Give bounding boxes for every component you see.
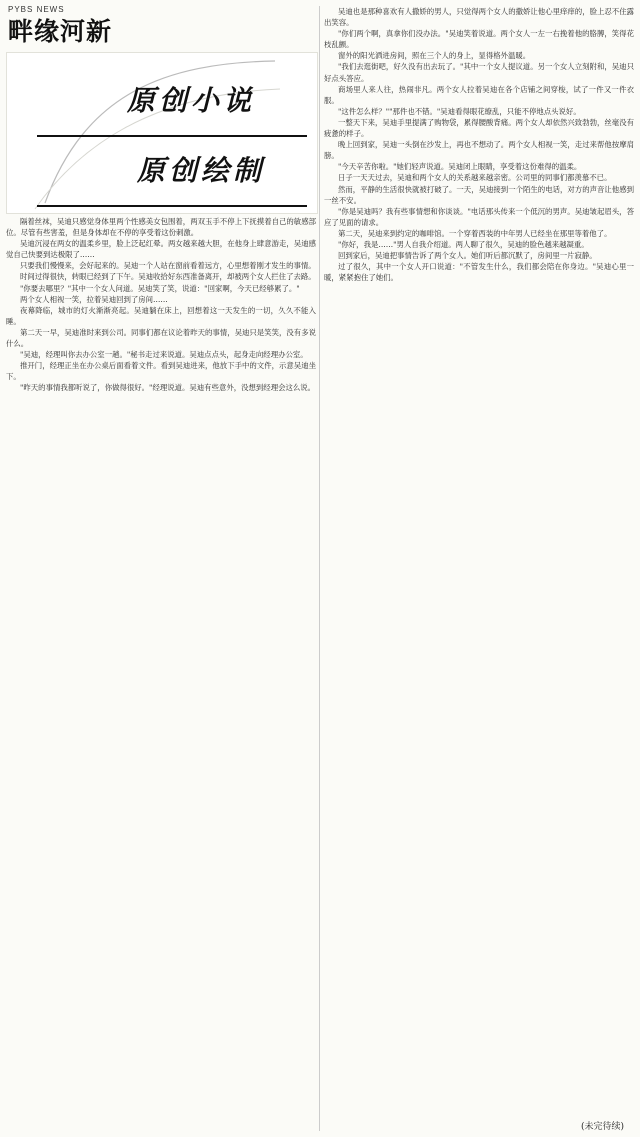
article-paragraph: 吴迪也是那种喜欢有人撒娇的男人，只觉得两个女人的撒娇让他心里痒痒的，脸上忍不住露出笑容。 bbox=[324, 7, 634, 28]
article-paragraph: 商场里人来人往，热闹非凡。两个女人拉着吴迪在各个店铺之间穿梭，试了一件又一件衣服。 bbox=[324, 84, 634, 105]
masthead bbox=[8, 6, 156, 58]
article-paragraph: 回到家后，吴迪把事情告诉了两个女人。她们听后都沉默了，房间里一片寂静。 bbox=[338, 251, 597, 261]
to-be-continued-note: (未完待续) bbox=[580, 1122, 624, 1132]
article-paragraph: 一整天下来，吴迪手里提满了购物袋，累得腰酸背痛。两个女人却依然兴致勃勃，丝毫没有疲惫的样子。 bbox=[324, 117, 634, 139]
article-paragraph: 日子一天天过去，吴迪和两个女人的关系越来越亲密。公司里的同事们都羡慕不已。 bbox=[338, 173, 612, 183]
title-banner bbox=[6, 52, 318, 214]
article-paragraph: "今天辛苦你啦。"她们轻声说道。吴迪闭上眼睛，享受着这份难得的温柔。 bbox=[338, 162, 582, 172]
article-paragraph: 两个女人相视一笑，拉着吴迪回到了房间…… bbox=[20, 294, 168, 304]
article-paragraph: 晚上回到家，吴迪一头倒在沙发上，再也不想动了。两个女人相视一笑，走过来帮他按摩肩膀。 bbox=[324, 140, 634, 161]
article-paragraph: 只要我们慢慢来，会好起来的。吴迪一个人站在窗前看着远方，心里想着刚才发生的事情。 bbox=[20, 261, 316, 271]
article-paragraph: 吴迪沉浸在两女的温柔乡里，脸上泛起红晕。两女越来越大胆，在他身上肆意游走，吴迪感觉自己快要到达极限了…… bbox=[6, 239, 316, 260]
article-paragraph: "你是吴迪吗？我有些事情想和你谈谈。"电话那头传来一个低沉的男声。吴迪皱起眉头，答应了见面的请求。 bbox=[324, 206, 634, 227]
article-column-right bbox=[324, 6, 634, 1118]
article-paragraph: 第二天，吴迪来到约定的咖啡馆。一个穿着西装的中年男人已经坐在那里等着他了。 bbox=[338, 228, 612, 238]
article-paragraph: 时间过得很快，转眼已经到了下午。吴迪收拾好东西准备离开，却被两个女人拦住了去路。 bbox=[20, 272, 316, 282]
masthead-top-row: PYBS NEWS bbox=[8, 5, 65, 14]
column-divider bbox=[319, 6, 320, 1131]
banner-rule bbox=[37, 205, 307, 207]
banner-title-original-novel: 原创小说 bbox=[127, 84, 256, 117]
newspaper-logo: 畔缘河新 bbox=[8, 17, 113, 46]
article-paragraph: "这件怎么样？""那件也不错。"吴迪看得眼花缭乱，只能不停地点头说好。 bbox=[338, 106, 581, 116]
article-paragraph: "你好，我是……"男人自我介绍道。两人聊了很久，吴迪的脸色越来越凝重。 bbox=[338, 239, 589, 249]
decorative-curve-icon bbox=[25, 53, 285, 213]
article-paragraph: "吴迪，经理叫你去办公室一趟。"秘书走过来说道。吴迪点点头，起身走向经理办公室。 bbox=[20, 350, 308, 360]
article-paragraph: "我们去逛街吧，好久没有出去玩了。"其中一个女人提议道。另一个女人立刻附和，吴迪只好点头答应。 bbox=[324, 62, 634, 83]
article-paragraph: 窗外的阳光洒进房间，照在三个人的身上，显得格外温暖。 bbox=[338, 51, 531, 61]
article-column-left bbox=[6, 216, 316, 1126]
banner-rule bbox=[37, 135, 307, 137]
article-paragraph: 推开门，经理正坐在办公桌后面看着文件。看到吴迪进来，他放下手中的文件，示意吴迪坐下。 bbox=[6, 361, 316, 382]
article-paragraph: "你要去哪里？"其中一个女人问道。吴迪笑了笑，说道："回家啊，今天已经够累了。" bbox=[20, 283, 300, 293]
article-paragraph: "昨天的事情我都听说了，你做得很好。"经理说道。吴迪有些意外，没想到经理会这么说。 bbox=[20, 383, 316, 393]
article-paragraph: 然而，平静的生活很快就被打破了。一天，吴迪接到一个陌生的电话，对方的声音让他感到一丝不安。 bbox=[324, 184, 634, 205]
article-paragraph: 隔着丝袜，吴迪只感觉身体里两个性感美女包围着，两双玉手不停上下抚摸着自己的敏感部位。尽管有些害羞，但是身体却在不停的享受着这份刺激。 bbox=[6, 217, 316, 238]
article-paragraph: 第二天一早，吴迪准时来到公司。同事们都在议论着昨天的事情，吴迪只是笑笑，没有多说什么。 bbox=[6, 327, 316, 349]
article-paragraph: 过了很久，其中一个女人开口说道："不管发生什么，我们都会陪在你身边。"吴迪心里一暖，紧紧抱住了她们。 bbox=[324, 262, 634, 283]
article-paragraph: "你们两个啊，真拿你们没办法。"吴迪笑着说道。两个女人一左一右挽着他的胳膊，笑得花枝乱颤。 bbox=[324, 29, 634, 50]
banner-title-original-drawing: 原创绘制 bbox=[137, 154, 266, 187]
article-paragraph: 夜幕降临，城市的灯火渐渐亮起。吴迪躺在床上，回想着这一天发生的一切，久久不能入睡。 bbox=[6, 305, 316, 326]
